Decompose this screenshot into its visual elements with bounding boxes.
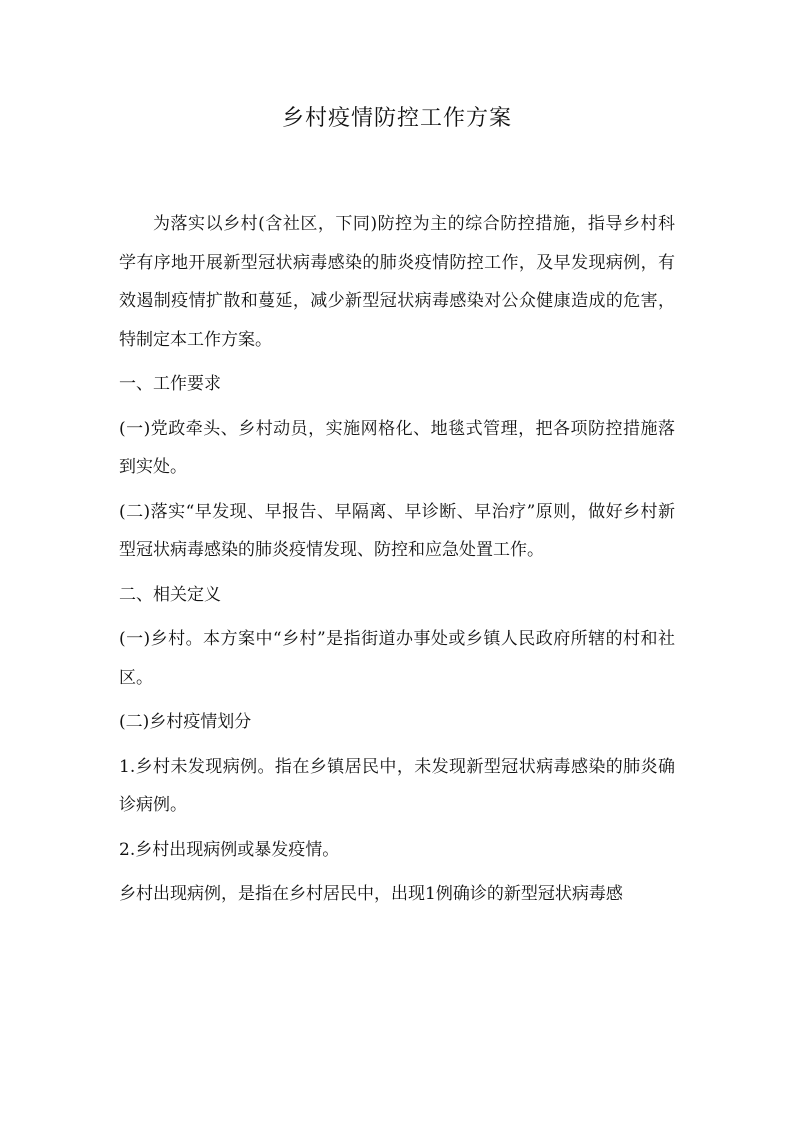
section-heading-definitions: 二、相关定义 <box>119 584 221 605</box>
intro-paragraph: 为落实以乡村(含社区，下同)防控为主的综合防控措施，指导乡村科学有序地开展新型冠状病毒感染的肺炎疫情防控工作，及早发现病例，有效遏制疫情扩散和蔓延，减少新型冠状病毒感染对公众健康造成的危害，特制定本工作方案。 <box>119 214 675 350</box>
document-title: 乡村疫情防控工作方案 <box>281 106 512 131</box>
classification-item-2: 2.乡村出现病例或暴发疫情。 <box>119 839 340 860</box>
definition-item-1: (一)乡村。本方案中“乡村”是指街道办事处或乡镇人民政府所辖的村和社区。 <box>119 629 675 688</box>
classification-item-1: 1.乡村未发现病例。指在乡镇居民中，未发现新型冠状病毒感染的肺炎确诊病例。 <box>119 756 675 815</box>
requirement-item-1: (一)党政牵头、乡村动员，实施网格化、地毯式管理，把各项防控措施落到实处。 <box>119 418 675 477</box>
definition-item-2: (二)乡村疫情划分 <box>119 712 252 732</box>
requirement-item-2: (二)落实“早发现、早报告、早隔离、早诊断、早治疗”原则，做好乡村新型冠状病毒感染的肺炎疫情发现、防控和应急处置工作。 <box>119 501 675 560</box>
classification-detail: 乡村出现病例，是指在乡村居民中，出现1例确诊的新型冠状病毒感 <box>119 884 623 904</box>
document-body <box>119 205 675 914</box>
section-heading-requirements: 一、工作要求 <box>119 374 221 394</box>
